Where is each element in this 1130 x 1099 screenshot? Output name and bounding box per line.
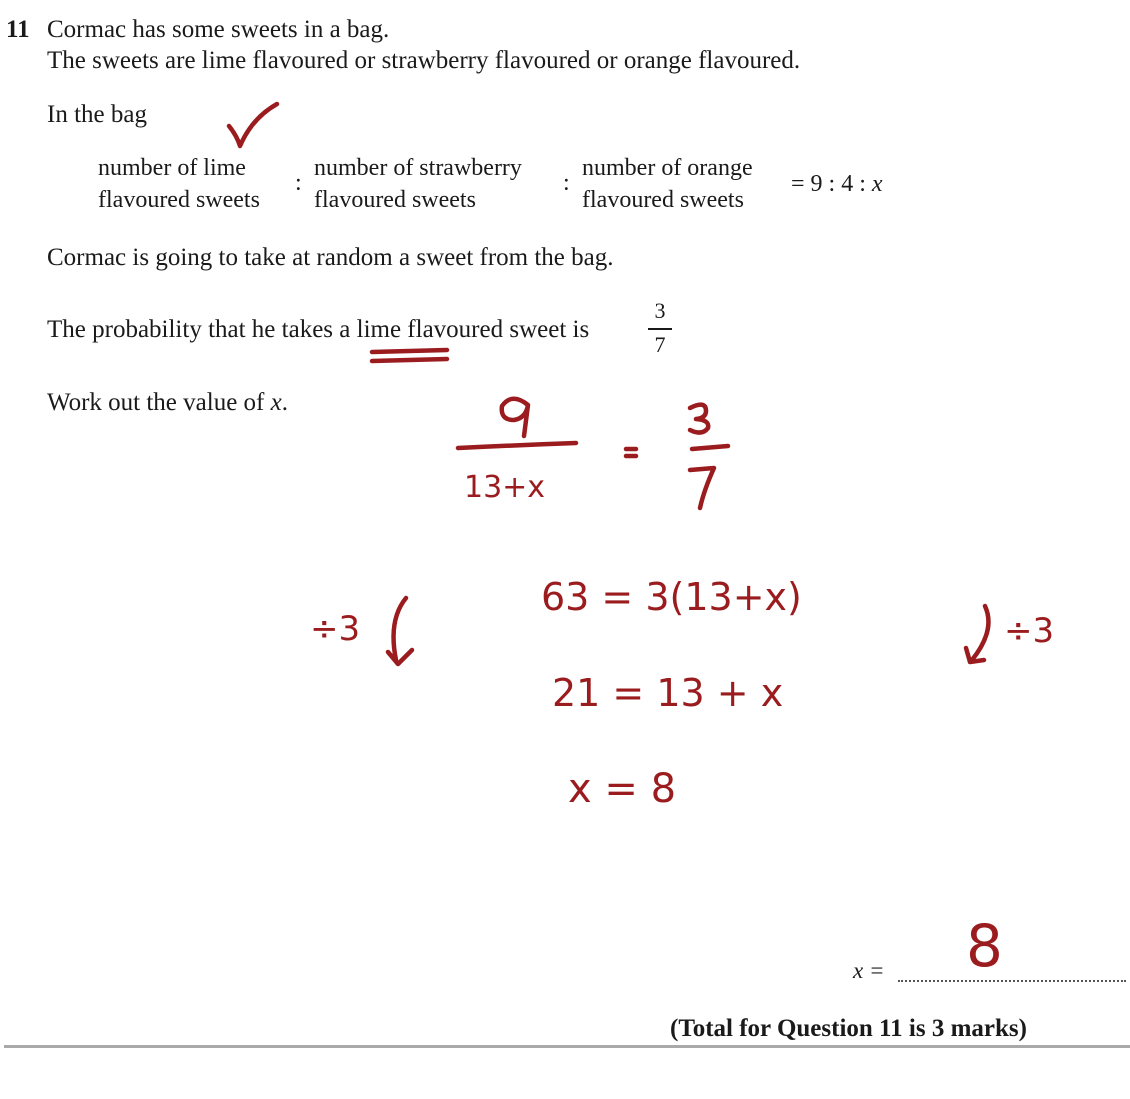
hand-arrow-left: [388, 598, 412, 664]
question-number: 11: [6, 16, 30, 43]
hand-equals-1: [626, 449, 636, 456]
question-line-2: The sweets are lime flavoured or strawberry flavoured or orange flavoured.: [47, 47, 801, 74]
hand-digit-7: [690, 468, 714, 508]
ratio-orange-line2: flavoured sweets: [582, 187, 744, 213]
hand-denominator: 13+x: [464, 470, 546, 505]
hand-step3: 21 = 13 + x: [552, 671, 784, 715]
ratio-values-text: = 9 : 4 :: [791, 171, 872, 197]
hand-arrow-right: [966, 606, 988, 662]
ratio-strawberry-line2: flavoured sweets: [314, 187, 476, 213]
probability-sentence: The probability that he takes a lime flavoured sweet is: [47, 316, 590, 343]
work-out-text: Work out the value of: [47, 389, 271, 416]
hand-divide-left: ÷3: [310, 609, 361, 649]
ratio-lime-line2: flavoured sweets: [98, 187, 260, 213]
hand-digit-3: [690, 405, 708, 433]
answer-label-text: x =: [853, 958, 885, 983]
work-out-variable: x: [270, 389, 282, 416]
underline-2: [372, 359, 447, 361]
work-out-period: .: [281, 389, 288, 416]
question-line-1: Cormac has some sweets in a bag.: [47, 16, 390, 43]
random-sentence: Cormac is going to take at random a sweet from the bag.: [47, 244, 614, 271]
hand-divide-right: ÷3: [1004, 611, 1055, 651]
probability-denominator: 7: [654, 331, 666, 357]
probability-numerator: 3: [654, 298, 666, 323]
hand-step4: x = 8: [568, 766, 677, 812]
underline-1: [372, 350, 447, 352]
ratio-colon-2: :: [563, 170, 570, 196]
hand-final-answer: 8: [966, 912, 1003, 980]
hand-digit-9: [502, 399, 528, 436]
hand-fraction-bar-right: [692, 446, 728, 449]
tick-mark: [229, 104, 277, 146]
ratio-variable: x: [871, 171, 883, 197]
total-marks: (Total for Question 11 is 3 marks): [670, 1015, 1027, 1042]
ratio-colon-1: :: [295, 170, 302, 196]
ratio-orange-line1: number of orange: [582, 155, 753, 181]
in-the-bag-label: In the bag: [47, 101, 147, 128]
ratio-lime-line1: number of lime: [98, 155, 246, 181]
hand-fraction-bar-left: [458, 443, 576, 448]
ratio-strawberry-line1: number of strawberry: [314, 155, 522, 181]
hand-step2: 63 = 3(13+x): [541, 575, 802, 619]
